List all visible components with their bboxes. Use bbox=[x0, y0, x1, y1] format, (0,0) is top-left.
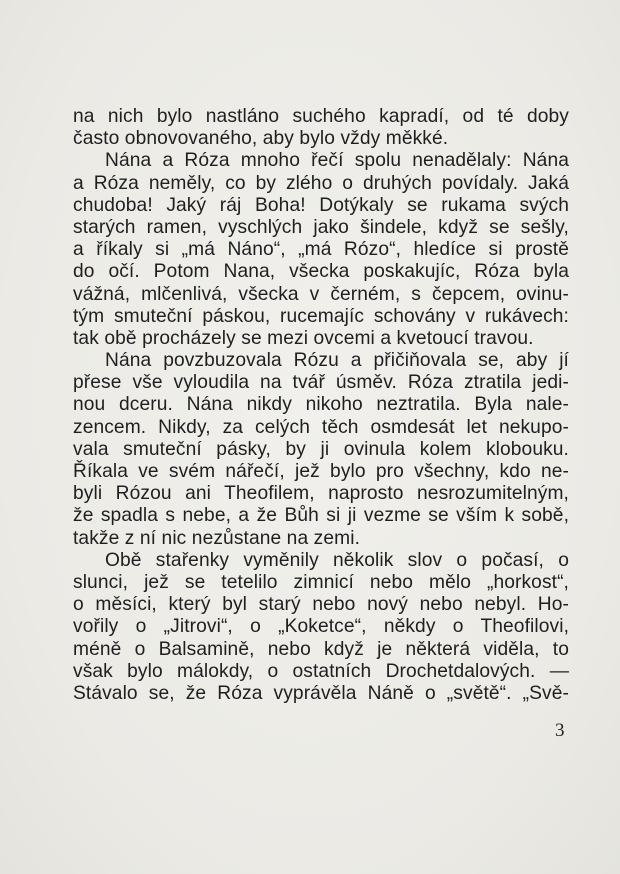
text-line: Stávalo se, že Róza vyprávěla Náně o „světě“. „Svě- bbox=[73, 682, 569, 704]
text-line: že spadla s nebe, a že Bůh si ji vezme se vším k sobě, bbox=[73, 505, 569, 527]
text-line: o měsíci, který byl starý nebo nový nebo nebyl. Ho- bbox=[73, 594, 569, 616]
text-line: slunci, jež se tetelilo zimnicí nebo mělo „horkost“, bbox=[73, 571, 569, 593]
text-line: chudoba! Jaký ráj Boha! Dotýkaly se rukama svých bbox=[73, 194, 569, 216]
text-line: takže z ní nic nezůstane na zemi. bbox=[73, 527, 360, 549]
text-line: starých ramen, vyschlých jako šindele, když se sešly, bbox=[73, 216, 569, 238]
text-line: však bylo málokdy, o ostatních Drochetdalových. — bbox=[73, 660, 569, 682]
text-line: Nána povzbuzovala Rózu a přičiňovala se, aby jí bbox=[105, 350, 569, 372]
text-line: byli Rózou ani Theofilem, naprosto nesrozumitelným, bbox=[73, 483, 569, 505]
text-line: tým smuteční páskou, rucemajíc schovány v rukávech: bbox=[73, 305, 569, 327]
text-line: Říkala ve svém nářečí, jež bylo pro všechny, kdo ne- bbox=[73, 461, 569, 482]
text-line: vážná, mlčenlivá, všecka v černém, s čepcem, ovinu- bbox=[73, 283, 569, 305]
text-line: tak obě procházely se mezi ovcemi a kvetoucí travou. bbox=[73, 327, 534, 349]
text-line: na nich bylo nastláno suchého kapradí, od té doby bbox=[73, 106, 569, 127]
text-line: a říkaly si „má Náno“, „má Rózo“, hledíce si prostě bbox=[73, 239, 569, 261]
text-line: zencem. Nikdy, za celých těch osmdesát let nekupo- bbox=[73, 416, 569, 438]
body-text bbox=[73, 106, 569, 705]
text-line: nou dceru. Nána nikdy nikoho neztratila. Byla nale- bbox=[73, 394, 569, 416]
text-line: často obnovovaného, aby bylo vždy měkké. bbox=[73, 128, 449, 150]
text-line: vala smuteční pásky, by ji ovinula kolem klobouku. bbox=[73, 438, 569, 460]
text-line: Obě stařenky vyměnily několik slov o počasí, o bbox=[105, 549, 569, 571]
text-line: přese vše vyloudila na tvář úsměv. Róza ztratila jedi- bbox=[73, 372, 569, 394]
text-line: méně o Balsamině, nebo když je některá viděla, to bbox=[73, 638, 569, 660]
text-line: a Róza neměly, co by zlého o druhých povídaly. Jaká bbox=[73, 172, 569, 194]
text-line: vořily o „Jitrovi“, o „Koketce“, někdy o Theofilovi, bbox=[73, 616, 569, 638]
page-number: 3 bbox=[555, 720, 565, 741]
text-line: do očí. Potom Nana, všecka poskakujíc, Róza byla bbox=[73, 261, 569, 283]
text-line: Nána a Róza mnoho řečí spolu nenadělaly: Nána bbox=[105, 150, 569, 172]
